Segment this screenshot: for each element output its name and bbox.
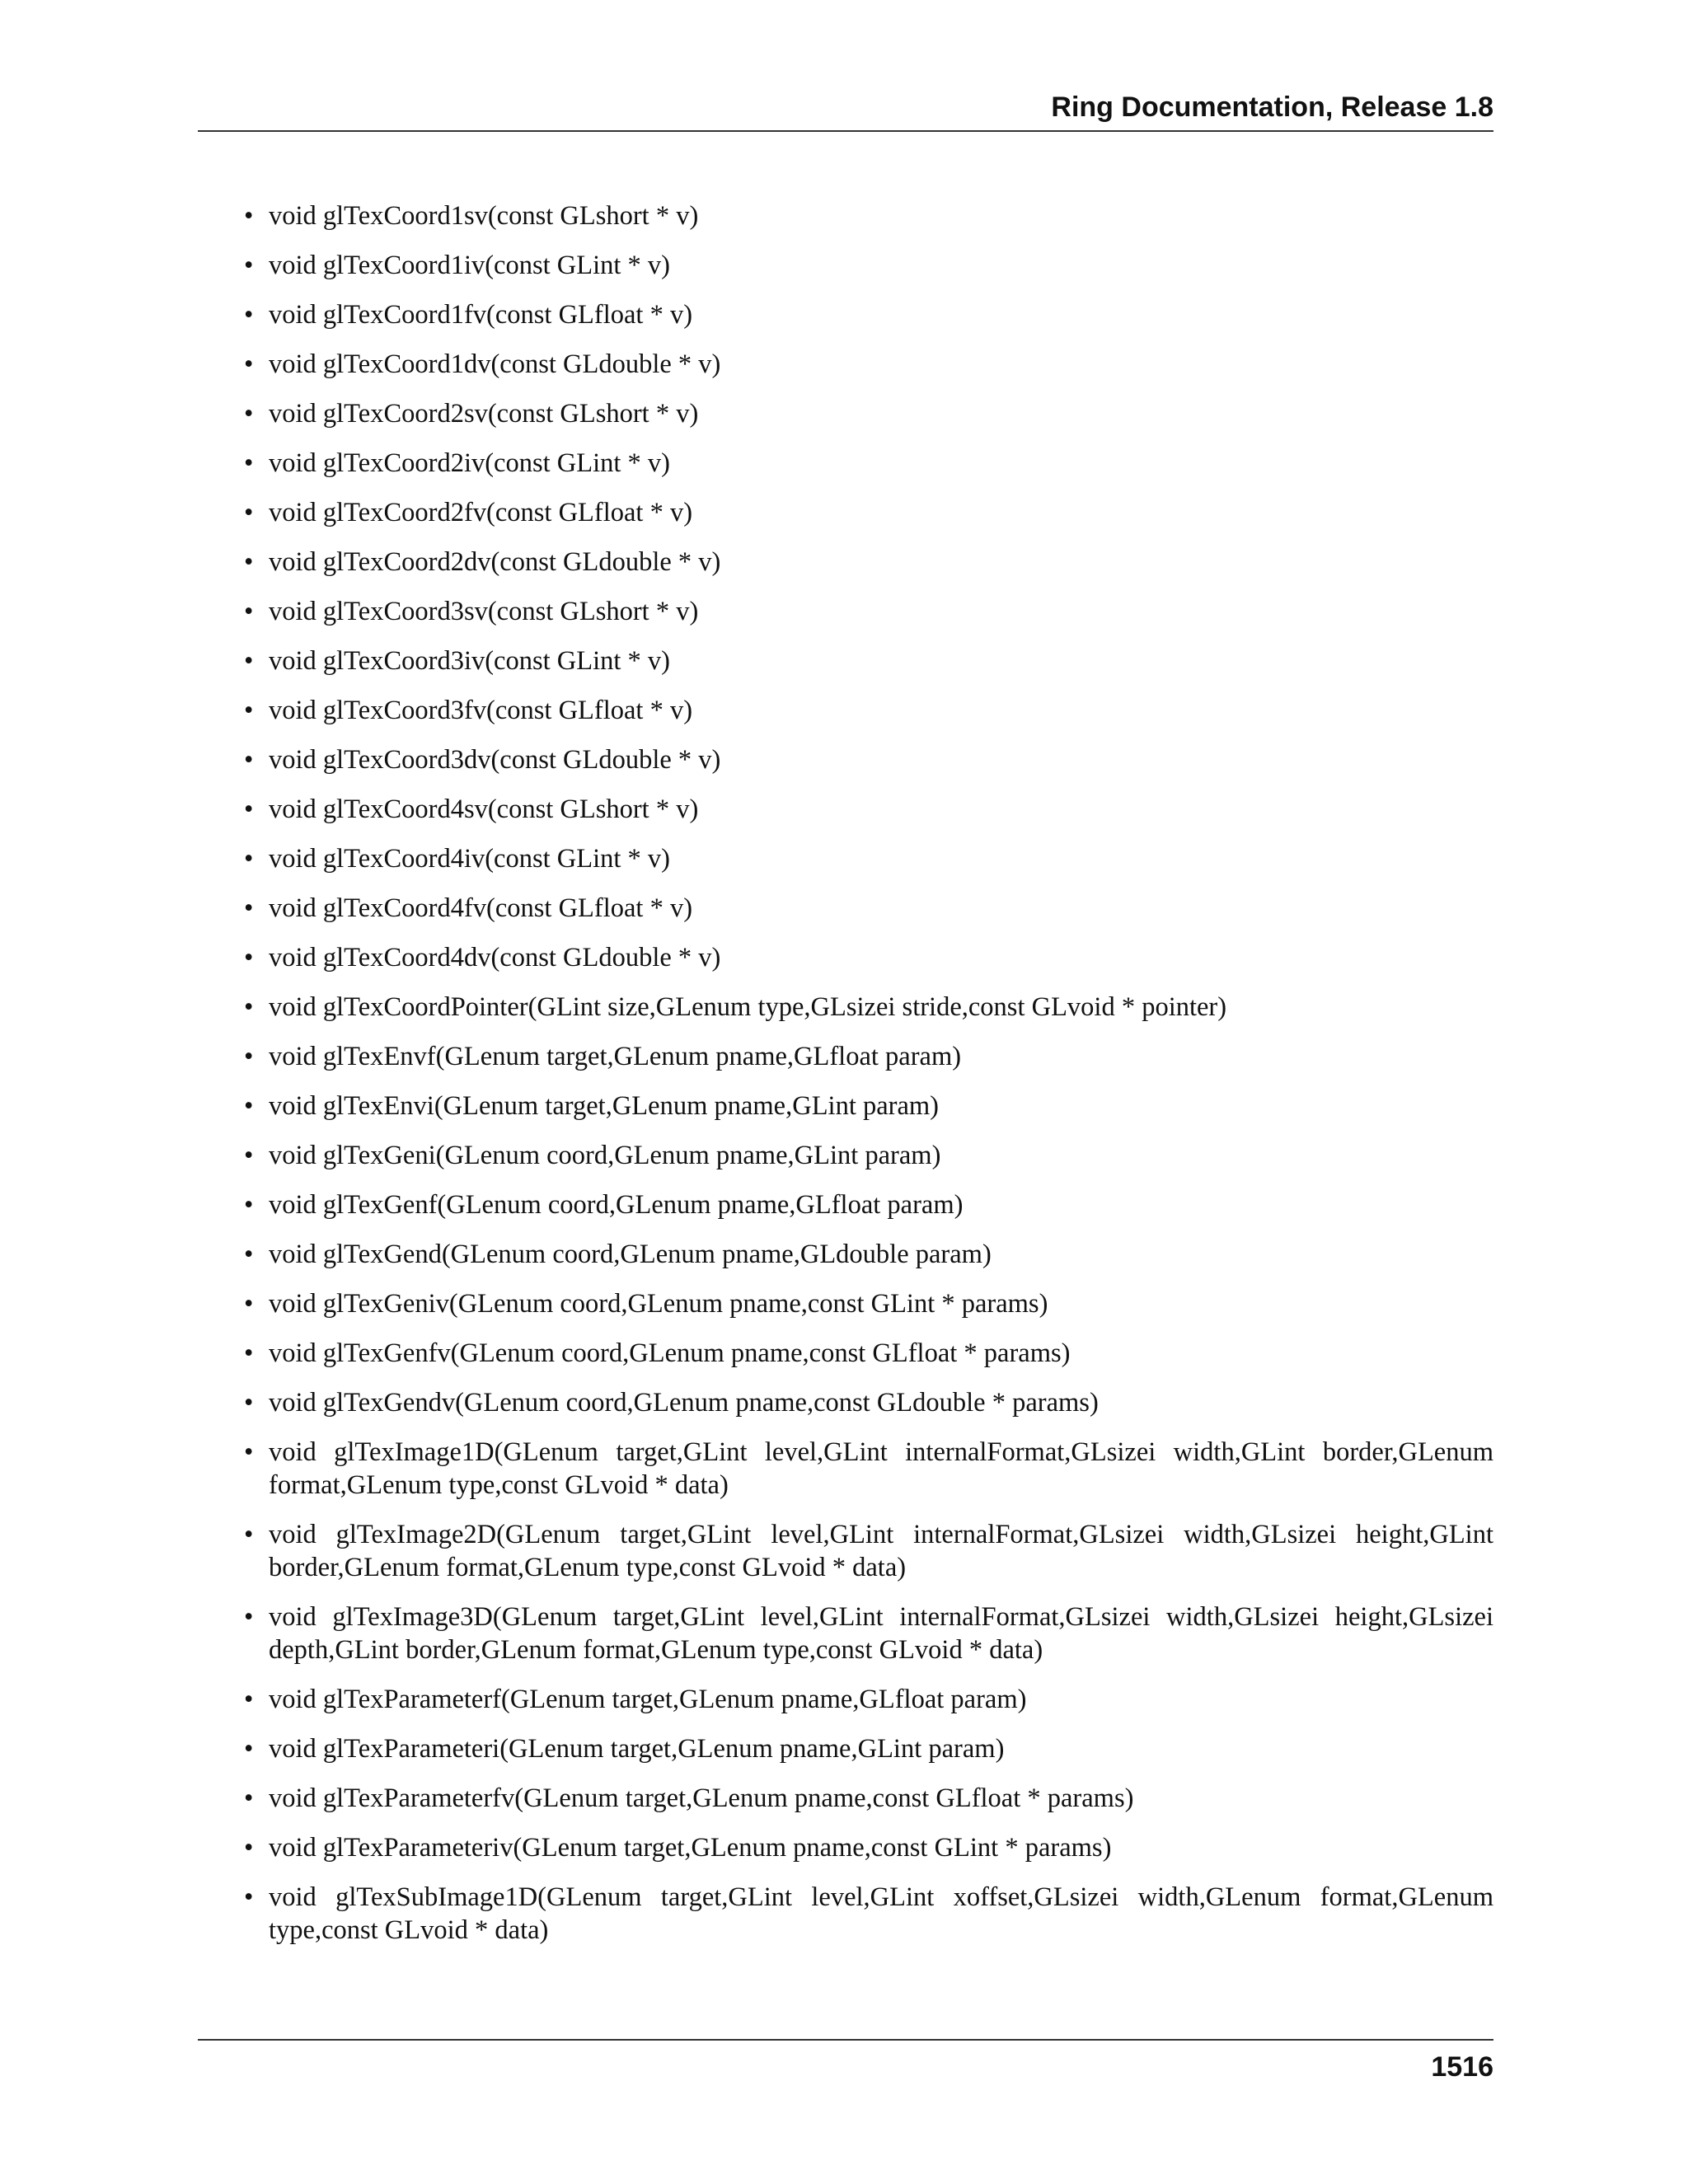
function-item (244, 595, 1493, 628)
function-item (244, 793, 1493, 826)
bullet-icon: • (244, 893, 254, 923)
function-item (244, 546, 1493, 579)
bullet-icon: • (244, 1091, 254, 1121)
function-list (244, 199, 1493, 1963)
function-signature: void glTexEnvf(GLenum target,GLenum pname,GLfloat param) (269, 1042, 962, 1071)
function-signature: void glTexCoord1sv(const GLshort * v) (269, 201, 699, 231)
function-signature: void glTexCoord3iv(const GLint * v) (269, 646, 670, 676)
bullet-icon: • (244, 251, 254, 280)
function-signature: void glTexCoord3sv(const GLshort * v) (269, 597, 699, 626)
bullet-icon: • (244, 1685, 254, 1714)
bullet-icon: • (244, 498, 254, 527)
function-signature: void glTexParameteri(GLenum target,GLenum pname,GLint param) (269, 1734, 1005, 1764)
function-item (244, 298, 1493, 331)
function-signature: void glTexCoord4sv(const GLshort * v) (269, 794, 699, 824)
function-item (244, 1287, 1493, 1320)
bullet-icon: • (244, 745, 254, 775)
function-item (244, 1732, 1493, 1765)
function-item (244, 496, 1493, 529)
bullet-icon: • (244, 1240, 254, 1269)
bullet-icon: • (244, 1437, 254, 1467)
function-signature: void glTexGend(GLenum coord,GLenum pname,GLdouble param) (269, 1240, 992, 1269)
function-item (244, 199, 1493, 232)
function-signature: void glTexParameteriv(GLenum target,GLenum pname,const GLint * params) (269, 1833, 1112, 1863)
bullet-icon: • (244, 794, 254, 824)
bullet-icon: • (244, 646, 254, 676)
running-header (198, 91, 1493, 132)
function-signature: void glTexCoord4fv(const GLfloat * v) (269, 893, 693, 923)
function-item (244, 991, 1493, 1024)
function-item (244, 348, 1493, 381)
function-signature: void glTexCoord2sv(const GLshort * v) (269, 399, 699, 429)
document-title: Ring Documentation, Release 1.8 (1051, 91, 1493, 123)
function-signature: void glTexCoord4dv(const GLdouble * v) (269, 943, 721, 972)
function-signature: void glTexParameterfv(GLenum target,GLenum pname,const GLfloat * params) (269, 1783, 1134, 1813)
page-number: 1516 (1431, 2051, 1493, 2083)
bullet-icon: • (244, 943, 254, 972)
function-item (244, 1139, 1493, 1172)
function-signature: void glTexCoord1fv(const GLfloat * v) (269, 300, 693, 330)
function-signature: void glTexEnvi(GLenum target,GLenum pname,GLint param) (269, 1091, 940, 1121)
function-item (244, 249, 1493, 282)
bullet-icon: • (244, 1338, 254, 1368)
function-item (244, 1518, 1493, 1584)
bullet-icon: • (244, 1734, 254, 1764)
function-signature: void glTexCoord1dv(const GLdouble * v) (269, 349, 721, 379)
function-item (244, 1040, 1493, 1073)
function-signature: void glTexGenf(GLenum coord,GLenum pname,GLfloat param) (269, 1190, 964, 1220)
bullet-icon: • (244, 547, 254, 577)
function-item (244, 1831, 1493, 1864)
bullet-icon: • (244, 1388, 254, 1418)
function-signature: void glTexGendv(GLenum coord,GLenum pname,const GLdouble * params) (269, 1388, 1099, 1418)
bullet-icon: • (244, 448, 254, 478)
function-item (244, 941, 1493, 974)
function-item (244, 1601, 1493, 1666)
bullet-icon: • (244, 1289, 254, 1319)
bullet-icon: • (244, 597, 254, 626)
bullet-icon: • (244, 1042, 254, 1071)
function-item (244, 743, 1493, 776)
bullet-icon: • (244, 1783, 254, 1813)
function-item (244, 1386, 1493, 1419)
function-signature: void glTexGenfv(GLenum coord,GLenum pname,const GLfloat * params) (269, 1338, 1071, 1368)
bullet-icon: • (244, 1520, 254, 1549)
function-item (244, 1782, 1493, 1815)
function-item (244, 1436, 1493, 1502)
bullet-icon: • (244, 300, 254, 330)
function-signature: void glTexGeniv(GLenum coord,GLenum pname,const GLint * params) (269, 1289, 1048, 1319)
function-signature: void glTexCoord2dv(const GLdouble * v) (269, 547, 721, 577)
running-footer (198, 2039, 1493, 2097)
function-item (244, 447, 1493, 480)
function-signature: void glTexCoordPointer(GLint size,GLenum type,GLsizei stride,const GLvoid * pointer) (269, 992, 1227, 1022)
function-item (244, 1090, 1493, 1122)
function-item (244, 842, 1493, 875)
bullet-icon: • (244, 399, 254, 429)
function-item (244, 694, 1493, 727)
function-signature: void glTexCoord3fv(const GLfloat * v) (269, 696, 693, 725)
function-signature: void glTexSubImage1D(GLenum target,GLint level,GLint xoffset,GLsizei width,GLenum format,GLenum type,const GLvoid * data) (269, 1882, 1493, 1945)
function-signature: void glTexCoord2iv(const GLint * v) (269, 448, 670, 478)
function-signature: void glTexCoord1iv(const GLint * v) (269, 251, 670, 280)
function-item (244, 1337, 1493, 1370)
bullet-icon: • (244, 1833, 254, 1863)
function-item (244, 892, 1493, 925)
bullet-icon: • (244, 844, 254, 874)
function-signature: void glTexParameterf(GLenum target,GLenum pname,GLfloat param) (269, 1685, 1027, 1714)
function-signature: void glTexGeni(GLenum coord,GLenum pname,GLint param) (269, 1141, 941, 1170)
function-item (244, 1238, 1493, 1271)
function-signature: void glTexCoord4iv(const GLint * v) (269, 844, 670, 874)
function-item (244, 1188, 1493, 1221)
function-signature: void glTexCoord2fv(const GLfloat * v) (269, 498, 693, 527)
function-signature: void glTexCoord3dv(const GLdouble * v) (269, 745, 721, 775)
function-signature: void glTexImage1D(GLenum target,GLint level,GLint internalFormat,GLsizei width,GLint border,GLenum format,GLenum type,const GLvoid * data) (269, 1437, 1493, 1500)
bullet-icon: • (244, 1602, 254, 1632)
function-item (244, 644, 1493, 677)
bullet-icon: • (244, 696, 254, 725)
bullet-icon: • (244, 1141, 254, 1170)
bullet-icon: • (244, 1882, 254, 1912)
function-item (244, 1881, 1493, 1947)
function-item (244, 1683, 1493, 1716)
bullet-icon: • (244, 1190, 254, 1220)
function-item (244, 397, 1493, 430)
function-signature: void glTexImage3D(GLenum target,GLint level,GLint internalFormat,GLsizei width,GLsizei height,GLsizei depth,GLint border,GLenum format,GLenum type,const GLvoid * data) (269, 1602, 1493, 1665)
bullet-icon: • (244, 349, 254, 379)
function-signature: void glTexImage2D(GLenum target,GLint level,GLint internalFormat,GLsizei width,GLsizei height,GLint border,GLenum format,GLenum type,const GLvoid * data) (269, 1520, 1493, 1582)
bullet-icon: • (244, 201, 254, 231)
bullet-icon: • (244, 992, 254, 1022)
